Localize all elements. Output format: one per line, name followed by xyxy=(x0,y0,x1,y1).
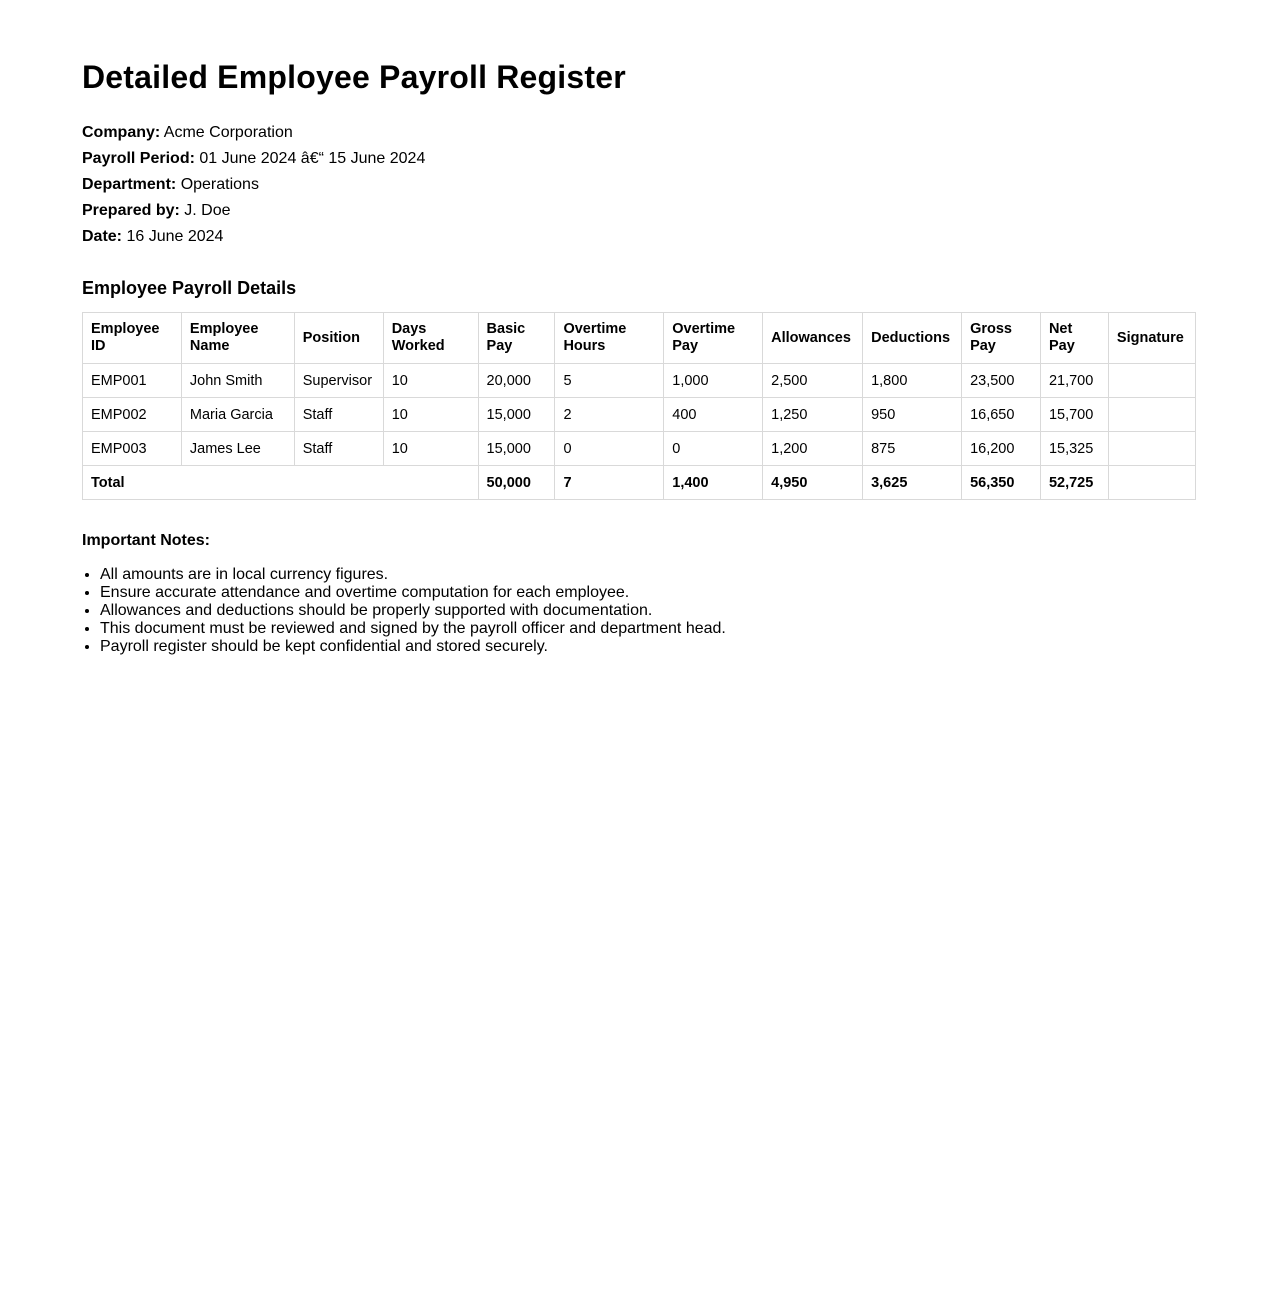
cell-allowances: 1,250 xyxy=(763,398,863,432)
cell-employee-id: EMP002 xyxy=(83,398,182,432)
meta-department xyxy=(82,172,1196,198)
cell-gross-pay: 23,500 xyxy=(962,364,1041,398)
cell-allowances: 2,500 xyxy=(763,364,863,398)
cell-overtime-hours: 2 xyxy=(555,398,664,432)
meta-label: Prepared by: xyxy=(82,202,180,219)
meta-label: Company: xyxy=(82,124,161,141)
col-header-gross-pay: Gross Pay xyxy=(962,313,1041,364)
list-item: • Payroll register should be kept confidential and stored securely. xyxy=(100,638,1196,656)
meta-label: Payroll Period: xyxy=(82,150,195,167)
cell-employee-name: John Smith xyxy=(181,364,294,398)
col-header-basic-pay: Basic Pay xyxy=(478,313,555,364)
cell-employee-id: EMP001 xyxy=(83,364,182,398)
cell-overtime-pay: 0 xyxy=(664,432,763,466)
cell-employee-name: James Lee xyxy=(181,432,294,466)
col-header-employee-id: Employee ID xyxy=(83,313,182,364)
table-row xyxy=(83,398,1196,432)
cell-days-worked: 10 xyxy=(383,432,478,466)
meta-value: J. Doe xyxy=(184,202,231,219)
total-signature xyxy=(1108,466,1195,500)
cell-days-worked: 10 xyxy=(383,364,478,398)
meta-prepared-by xyxy=(82,198,1196,224)
cell-position: Supervisor xyxy=(294,364,383,398)
meta-value: Acme Corporation xyxy=(163,124,293,141)
total-allowances: 4,950 xyxy=(763,466,863,500)
cell-basic-pay: 15,000 xyxy=(478,398,555,432)
cell-basic-pay: 20,000 xyxy=(478,364,555,398)
col-header-allowances: Allowances xyxy=(763,313,863,364)
cell-days-worked: 10 xyxy=(383,398,478,432)
cell-net-pay: 21,700 xyxy=(1040,364,1108,398)
table-total-row xyxy=(83,466,1196,500)
cell-allowances: 1,200 xyxy=(763,432,863,466)
cell-deductions: 1,800 xyxy=(863,364,962,398)
col-header-overtime-pay: Overtime Pay xyxy=(664,313,763,364)
col-header-net-pay: Net Pay xyxy=(1040,313,1108,364)
cell-employee-id: EMP003 xyxy=(83,432,182,466)
meta-payroll-period xyxy=(82,146,1196,172)
cell-gross-pay: 16,650 xyxy=(962,398,1041,432)
cell-signature[interactable] xyxy=(1108,432,1195,466)
section-title: Employee Payroll Details xyxy=(82,278,297,298)
cell-overtime-hours: 5 xyxy=(555,364,664,398)
cell-overtime-pay: 400 xyxy=(664,398,763,432)
cell-gross-pay: 16,200 xyxy=(962,432,1041,466)
cell-employee-name: Maria Garcia xyxy=(181,398,294,432)
meta-value: 01 June 2024 â€“ 15 June 2024 xyxy=(199,150,426,167)
total-basic-pay: 50,000 xyxy=(478,466,555,500)
col-header-employee-name: Employee Name xyxy=(181,313,294,364)
meta-value: Operations xyxy=(180,176,259,193)
list-item: • All amounts are in local currency figures. xyxy=(100,566,1196,584)
cell-net-pay: 15,700 xyxy=(1040,398,1108,432)
col-header-overtime-hours: Overtime Hours xyxy=(555,313,664,364)
cell-net-pay: 15,325 xyxy=(1040,432,1108,466)
cell-position: Staff xyxy=(294,432,383,466)
meta-label: Date: xyxy=(82,228,123,245)
cell-overtime-hours: 0 xyxy=(555,432,664,466)
payroll-table xyxy=(82,312,1196,500)
cell-signature[interactable] xyxy=(1108,364,1195,398)
meta-label: Department: xyxy=(82,176,177,193)
total-gross-pay: 56,350 xyxy=(962,466,1041,500)
list-item: • This document must be reviewed and signed by the payroll officer and department head. xyxy=(100,620,1196,638)
meta-block xyxy=(82,120,1196,250)
cell-basic-pay: 15,000 xyxy=(478,432,555,466)
total-overtime-pay: 1,400 xyxy=(664,466,763,500)
col-header-days-worked: Days Worked xyxy=(383,313,478,364)
notes-list xyxy=(82,566,1196,656)
col-header-position: Position xyxy=(294,313,383,364)
cell-deductions: 950 xyxy=(863,398,962,432)
meta-company xyxy=(82,120,1196,146)
table-header-row xyxy=(83,313,1196,364)
total-net-pay: 52,725 xyxy=(1040,466,1108,500)
total-deductions: 3,625 xyxy=(863,466,962,500)
table-row xyxy=(83,432,1196,466)
col-header-signature: Signature xyxy=(1108,313,1195,364)
col-header-deductions: Deductions xyxy=(863,313,962,364)
total-overtime-hours: 7 xyxy=(555,466,664,500)
total-label: Total xyxy=(83,466,479,500)
meta-date xyxy=(82,224,1196,250)
page-title: Detailed Employee Payroll Register xyxy=(82,59,626,95)
meta-value: 16 June 2024 xyxy=(126,228,224,245)
cell-position: Staff xyxy=(294,398,383,432)
table-row xyxy=(83,364,1196,398)
cell-deductions: 875 xyxy=(863,432,962,466)
cell-overtime-pay: 1,000 xyxy=(664,364,763,398)
cell-signature[interactable] xyxy=(1108,398,1195,432)
list-item: • Ensure accurate attendance and overtime computation for each employee. xyxy=(100,584,1196,602)
list-item: • Allowances and deductions should be properly supported with documentation. xyxy=(100,602,1196,620)
notes-title: Important Notes: xyxy=(82,532,210,549)
